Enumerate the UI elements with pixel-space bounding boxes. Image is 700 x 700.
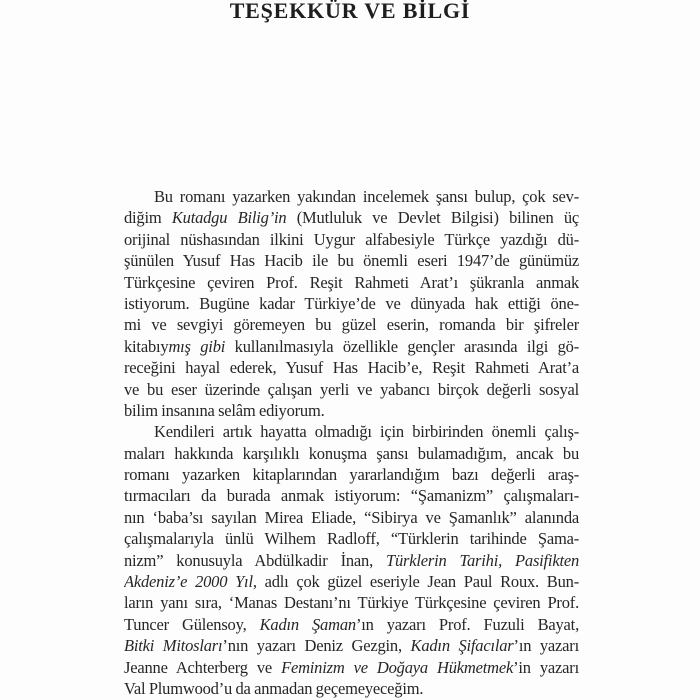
page-title: TEŞEKKÜR VE BİLGİ bbox=[229, 0, 471, 23]
text-line: tırmacıları da burada anmak istiyorum: “Şamanizm” çalışmaları- bbox=[124, 486, 579, 506]
text-line: romanı yazarken kitaplarından yararlandığım bazı değerli araş- bbox=[124, 465, 579, 485]
text-line: maları hakkında karşılıklı konuşma şansı bulamadığım, ancak bu bbox=[124, 443, 579, 463]
paragraph bbox=[124, 421, 579, 699]
text-line: ve bu eser üzerinde çalışan yerli ve yabancı birçok değerli sosyal bbox=[124, 379, 579, 399]
text-line: Bitki Mitosları’nın yazarı Deniz Gezgin, Kadın Şifacılar’ın yazarı bbox=[124, 636, 579, 656]
text-line: istiyorum. Bugüne kadar Türkiye’de ve dünyada hak ettiği öne- bbox=[124, 293, 579, 313]
text-line: Kendileri artık hayatta olmadığı için birbirinden önemli çalış- bbox=[154, 422, 579, 442]
text-line: receğini hayal ederek, Yusuf Has Hacib’e, Reşit Rahmeti Arat’a bbox=[124, 358, 579, 378]
paragraph bbox=[124, 186, 579, 421]
text-line: ların yanı sıra, ‘Manas Destanı’nı Türkiye Türkçesine çeviren Prof. bbox=[124, 593, 579, 613]
text-line: bilim insanına selâm ediyorum. bbox=[124, 400, 325, 420]
text-line: diğim Kutadgu Bilig’in (Mutluluk ve Devlet Bilgisi) bilinen üç bbox=[124, 208, 579, 228]
text-line: orijinal nüshasından ilkini Uygur alfabesiyle Türkçe yazdığı dü- bbox=[124, 229, 579, 249]
text-line: Türkçesine çeviren Prof. Reşit Rahmeti Arat’ı şükranla anmak bbox=[124, 272, 579, 292]
text-line: nın ‘baba’sı sayılan Mirea Eliade, “Sibirya ve Şamanlık” alanında bbox=[124, 507, 579, 527]
text-line: Akdeniz’e 2000 Yıl, adlı çok güzel eseriyle Jean Paul Roux. Bun- bbox=[124, 572, 579, 592]
text-line: Tuncer Gülensoy, Kadın Şaman’ın yazarı Prof. Fuzuli Bayat, bbox=[124, 614, 579, 634]
text-line: kitabıymış gibi kullanılmasıyla özellikle gençler arasında ilgi gö- bbox=[124, 336, 579, 356]
text-line: Jeanne Achterberg ve Feminizm ve Doğaya Hükmetmek’in yazarı bbox=[124, 657, 579, 677]
text-line: nizm” konusuyla Abdülkadir İnan, Türklerin Tarihi, Pasifikten bbox=[124, 550, 579, 570]
text-body bbox=[124, 186, 579, 699]
text-line: şünülen Yusuf Has Hacib ile bu önemli eseri 1947’de günümüz bbox=[124, 251, 579, 271]
text-line: mi ve sevgiyi göremeyen bu güzel eserin, romanda bir şifreler bbox=[124, 315, 579, 335]
text-line: Val Plumwood’u da anmadan geçemeyeceğim. bbox=[124, 678, 424, 698]
text-line: Bu romanı yazarken yakından incelemek şansı bulup, çok sev- bbox=[154, 187, 579, 206]
text-line: çalışmalarıyla ünlü Wilhem Radloff, “Türklerin tarihinde Şama- bbox=[124, 529, 579, 549]
